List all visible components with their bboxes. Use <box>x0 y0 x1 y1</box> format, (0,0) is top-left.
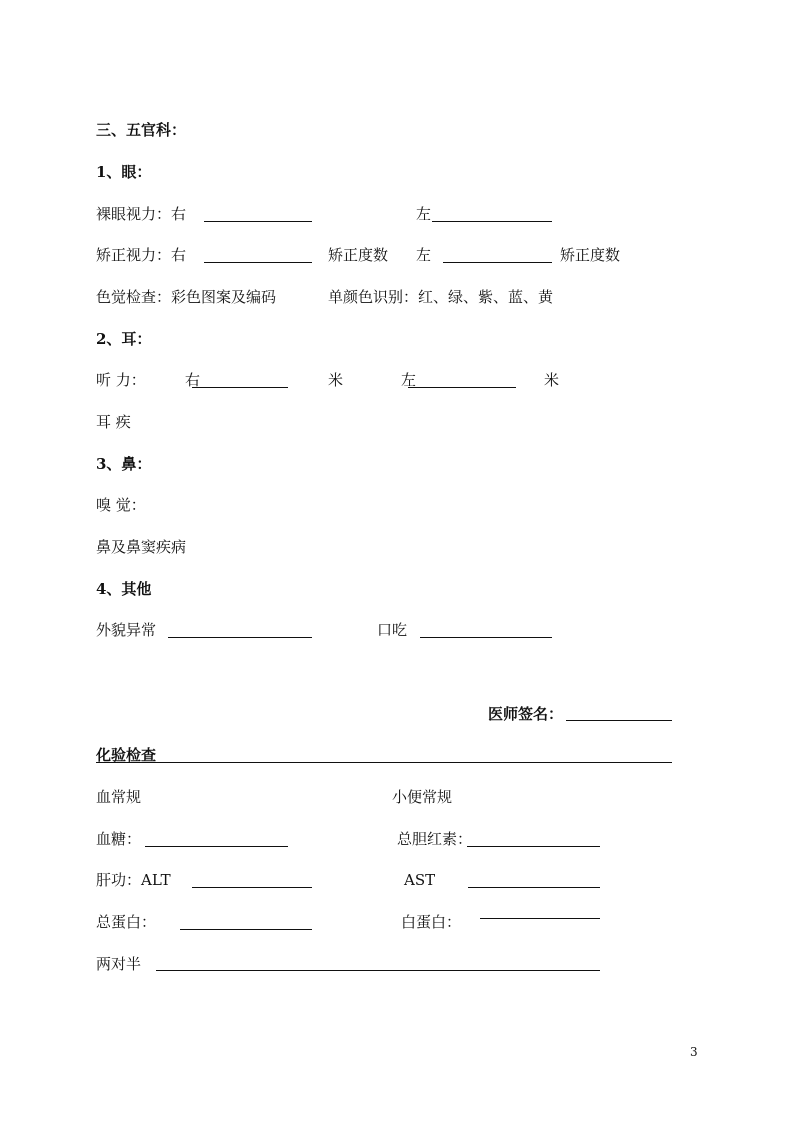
hearing-left-field[interactable] <box>408 387 516 388</box>
hearing-right-field[interactable] <box>192 387 288 388</box>
color-vision-label: 色觉检查：彩色图案及编码 <box>96 288 277 306</box>
other-heading: 4、其他 <box>96 580 152 598</box>
appearance-field[interactable] <box>168 637 312 638</box>
albumin-label: 白蛋白： <box>401 913 462 931</box>
ast-field[interactable] <box>468 887 600 888</box>
page-number: 3 <box>690 1045 698 1059</box>
ast-label: AST <box>404 871 436 889</box>
nasal-disease-label: 鼻及鼻窦疾病 <box>96 538 187 556</box>
urine-routine-label: 小便常规 <box>392 788 453 806</box>
doctor-signature-field[interactable] <box>566 720 672 721</box>
hearing-left-label: 左 <box>401 371 417 389</box>
hearing-left-unit: 米 <box>544 371 560 389</box>
lab-heading-rule <box>96 762 672 763</box>
corrected-vision-right-label: 矫正视力：右 <box>96 246 187 264</box>
naked-vision-left-label: 左 <box>416 205 432 223</box>
blood-routine-label: 血常规 <box>96 788 142 806</box>
blood-sugar-label: 血糖： <box>96 830 142 848</box>
ear-disease-label: 耳 疾 <box>96 413 131 431</box>
hearing-right-unit: 米 <box>328 371 344 389</box>
smell-label: 嗅 觉： <box>96 496 146 514</box>
hepatitis-b-label: 两对半 <box>96 955 142 973</box>
nose-heading: 3、鼻： <box>96 455 152 473</box>
bilirubin-label: 总胆红素： <box>397 830 473 848</box>
stutter-field[interactable] <box>420 637 552 638</box>
hearing-label: 听 力： <box>96 371 146 389</box>
ear-heading: 2、耳： <box>96 330 152 348</box>
lab-heading: 化验检查 <box>96 746 157 764</box>
doctor-signature-label: 医师签名： <box>488 705 564 723</box>
corrected-vision-left-label: 左 <box>416 246 432 264</box>
naked-vision-right-label: 裸眼视力：右 <box>96 205 187 223</box>
appearance-label: 外貌异常 <box>96 621 157 639</box>
total-protein-label: 总蛋白： <box>96 913 157 931</box>
hearing-right-label: 右 <box>185 371 201 389</box>
section-title: 三、五官科： <box>96 121 187 139</box>
bilirubin-field[interactable] <box>467 846 600 847</box>
correction-degree-label-right: 矫正度数 <box>328 246 389 264</box>
total-protein-field[interactable] <box>180 929 312 930</box>
eye-heading: 1、眼： <box>96 163 152 181</box>
hepatitis-b-field[interactable] <box>156 970 600 971</box>
naked-vision-left-field[interactable] <box>432 221 552 222</box>
correction-degree-label-left: 矫正度数 <box>560 246 621 264</box>
liver-function-alt-label: 肝功：ALT <box>96 871 171 889</box>
naked-vision-right-field[interactable] <box>204 221 312 222</box>
single-color-label: 单颜色识别：红、绿、紫、蓝、黄 <box>328 288 554 306</box>
albumin-field[interactable] <box>480 918 600 919</box>
blood-sugar-field[interactable] <box>145 846 288 847</box>
stutter-label: 口吃 <box>377 621 408 639</box>
corrected-vision-right-field[interactable] <box>204 262 312 263</box>
alt-field[interactable] <box>192 887 312 888</box>
corrected-vision-left-field[interactable] <box>443 262 552 263</box>
